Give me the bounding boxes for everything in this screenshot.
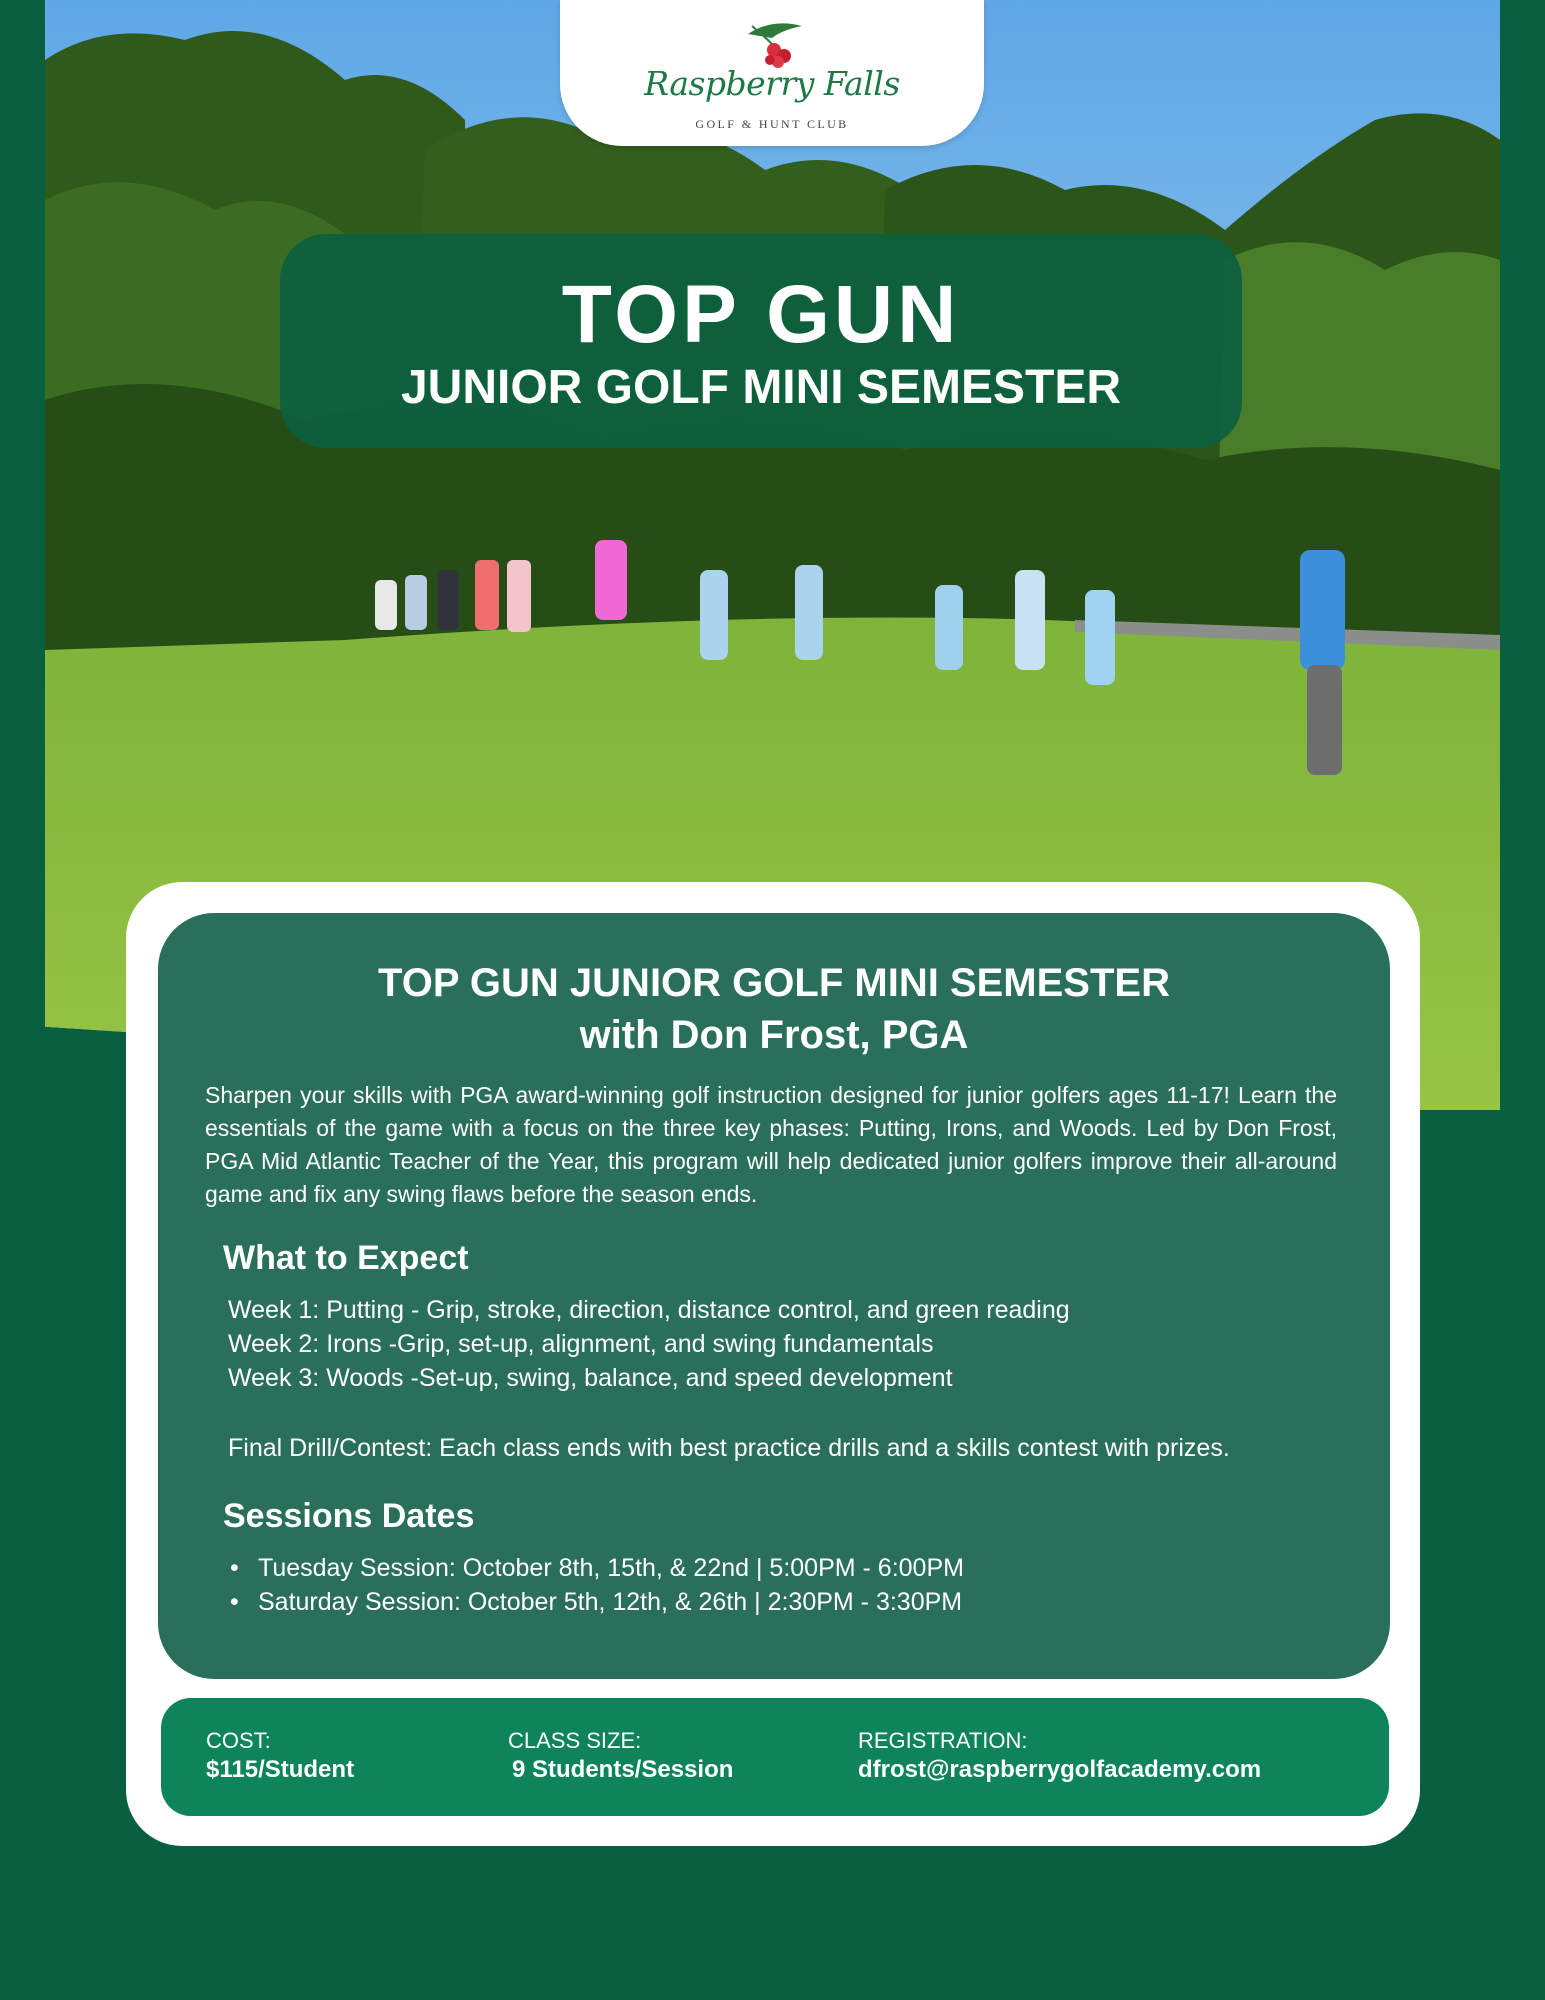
final-drill: Final Drill/Contest: Each class ends with best practice drills and a skills contest with prizes. [228,1434,1230,1462]
weeks-list [228,1293,1070,1395]
cost-block [206,1728,354,1784]
class-size-label: CLASS SIZE: [508,1728,642,1753]
week-item: Week 2: Irons -Grip, set-up, alignment, and swing fundamentals [228,1330,934,1358]
sessions-heading: Sessions Dates [223,1497,475,1535]
details-heading [158,957,1390,1061]
expect-heading: What to Expect [223,1239,469,1277]
details-heading-line1: TOP GUN JUNIOR GOLF MINI SEMESTER [378,961,1170,1005]
details-card [158,913,1390,1679]
info-bar [161,1698,1389,1816]
class-size-block [508,1728,733,1784]
class-size-value: 9 Students/Session [512,1756,734,1783]
session-item: • Tuesday Session: October 8th, 15th, & 22nd | 5:00PM - 6:00PM [228,1551,964,1585]
registration-email[interactable]: dfrost@raspberrygolfacademy.com [858,1756,1262,1783]
logo-subtitle: GOLF & HUNT CLUB [695,117,849,131]
sessions-list [228,1551,964,1619]
banner-title: TOP GUN [561,269,961,360]
cost-value: $115/Student [206,1756,355,1783]
intro-paragraph: Sharpen your skills with PGA award-winning golf instruction designed for junior golfers ages 11-17! Learn the essentials of the game with a focus on the three key phases: Putting, Irons, and Woods. Led by Don Frost, PGA Mid Atlantic Teacher of the Year, this program will help dedicated junior golfers improve their all-around game and fix any swing flaws before the season ends. [205,1082,1337,1207]
week-item: Week 1: Putting - Grip, stroke, direction, distance control, and green reading [228,1296,1070,1324]
cost-label: COST: [206,1728,271,1753]
details-heading-line2: with Don Frost, PGA [579,1013,969,1057]
banner-subtitle: JUNIOR GOLF MINI SEMESTER [400,361,1122,414]
session-item: • Saturday Session: October 5th, 12th, & 26th | 2:30PM - 3:30PM [228,1585,964,1619]
logo-name: Raspberry Falls [644,64,900,103]
week-item: Week 3: Woods -Set-up, swing, balance, and speed development [228,1364,953,1392]
club-logo [560,0,984,146]
registration-label: REGISTRATION: [858,1728,1028,1753]
registration-block [858,1728,1261,1784]
banner [280,234,1242,448]
